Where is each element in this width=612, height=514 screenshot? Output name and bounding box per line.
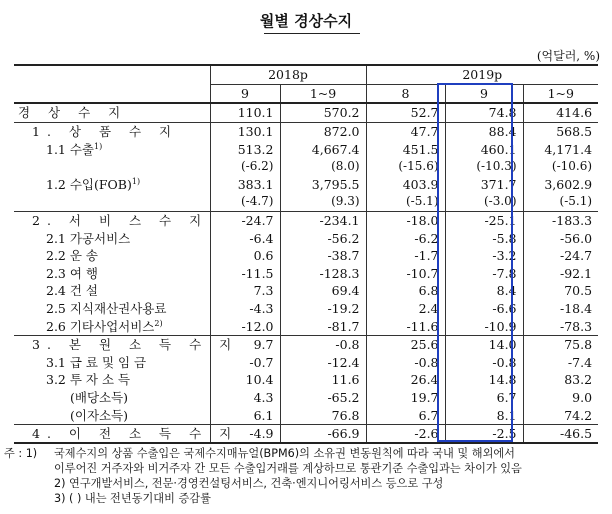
table-cell: -25.1 [445, 211, 523, 229]
row-label [14, 406, 210, 424]
table-row [14, 140, 598, 158]
row-label-text: (이자소득) [70, 407, 129, 423]
table-cell: (9.3) [280, 193, 366, 211]
row-label [14, 424, 239, 443]
table-cell: 26.4 [366, 371, 445, 389]
table-cell: -92.1 [523, 265, 598, 283]
table-cell: 4,667.4 [280, 140, 366, 158]
row-label-text: 3.2 투 자 소 득 [46, 372, 131, 388]
row-label [14, 229, 210, 247]
table-cell: -183.3 [523, 211, 598, 229]
table-cell: 52.7 [366, 103, 445, 122]
row-label-text: 2. 서 비 스 수 지 [32, 213, 209, 229]
row-label-text: 3. 본 원 소 득 수 지 [32, 337, 239, 353]
table-cell: -4.9 [210, 424, 280, 443]
table-cell: 88.4 [445, 122, 523, 140]
table-body [14, 103, 598, 443]
table-cell: 371.7 [445, 176, 523, 194]
table-cell: 460.1 [445, 140, 523, 158]
table-cell: 414.6 [523, 103, 598, 122]
footnotes [4, 446, 608, 506]
table-cell: 6.1 [210, 406, 280, 424]
header-month: 1~9 [523, 84, 598, 103]
table-cell: 3,602.9 [523, 176, 598, 194]
table-cell: 130.1 [210, 122, 280, 140]
row-label-text: 2.5 지식재산권사용료 [46, 301, 167, 317]
row-label-text: 1.1 수출 [46, 141, 95, 157]
table-cell: 19.7 [366, 389, 445, 407]
table-cell: -56.2 [280, 229, 366, 247]
header-month: 9 [445, 84, 523, 103]
table-cell: -10.7 [366, 265, 445, 283]
row-label-text: 4. 이 전 소 득 수 지 [32, 426, 239, 442]
table-cell: 74.2 [523, 406, 598, 424]
table-cell: (-4.7) [210, 193, 280, 211]
table-cell: 25.6 [366, 335, 445, 353]
table-cell: -1.7 [366, 247, 445, 265]
table-cell: 6.7 [366, 406, 445, 424]
row-label [14, 103, 210, 122]
table-cell: 110.1 [210, 103, 280, 122]
table-cell: (-15.6) [366, 158, 445, 176]
footnote-marker: 1) [94, 141, 103, 151]
table-cell: 47.7 [366, 122, 445, 140]
table-cell: 513.2 [210, 140, 280, 158]
table-cell: -0.8 [445, 354, 523, 372]
table-cell: -5.8 [445, 229, 523, 247]
table-row [14, 389, 598, 407]
table-cell: -24.7 [210, 211, 280, 229]
table-row [14, 354, 598, 372]
table-cell: (-10.6) [523, 158, 598, 176]
header-row-months [14, 84, 598, 103]
table-cell: -12.0 [210, 317, 280, 335]
row-label [14, 389, 210, 407]
table-row [14, 282, 598, 300]
table-cell: 6.7 [445, 389, 523, 407]
table-row [14, 265, 598, 283]
table-row [14, 158, 598, 176]
row-label [14, 265, 210, 283]
table-row [14, 371, 598, 389]
row-label [14, 335, 239, 353]
note-lead: 주 : 1) [4, 447, 38, 460]
table-cell: -6.2 [366, 229, 445, 247]
table-cell: 75.8 [523, 335, 598, 353]
table-row [14, 406, 598, 424]
table-cell: 11.6 [280, 371, 366, 389]
table-cell: 76.8 [280, 406, 366, 424]
header-row-years [14, 65, 598, 84]
table-cell: 568.5 [523, 122, 598, 140]
table-cell: -18.0 [366, 211, 445, 229]
row-label-text: 2.4 건 설 [46, 283, 98, 299]
note-2: 2) 연구개발서비스, 전문·경영컨설팅서비스, 건축·엔지니어링서비스 등으로 구성 [54, 477, 444, 490]
current-account-table [14, 64, 598, 444]
table-cell: -56.0 [523, 229, 598, 247]
table-cell: -81.7 [280, 317, 366, 335]
table-row [14, 300, 598, 318]
table-cell: 2.4 [366, 300, 445, 318]
table-cell: -0.8 [366, 354, 445, 372]
table-cell: -46.5 [523, 424, 598, 443]
header-month: 8 [366, 84, 445, 103]
table-cell: 3,795.5 [280, 176, 366, 194]
row-label-text: 2.2 운 송 [46, 248, 98, 264]
row-label [14, 158, 210, 176]
table-cell: -12.4 [280, 354, 366, 372]
table-cell: (-6.2) [210, 158, 280, 176]
table-cell: 7.3 [210, 282, 280, 300]
table-cell: 872.0 [280, 122, 366, 140]
table-cell: -65.2 [280, 389, 366, 407]
table-cell: -7.8 [445, 265, 523, 283]
table-cell: -6.6 [445, 300, 523, 318]
table-cell: -234.1 [280, 211, 366, 229]
row-label [14, 176, 210, 194]
row-label [14, 140, 210, 158]
header-month: 1~9 [280, 84, 366, 103]
header-year-2019: 2019p [366, 65, 598, 84]
table-cell: 4,171.4 [523, 140, 598, 158]
row-label-text: 2.6 기타사업서비스 [46, 318, 155, 334]
footnote-marker: 1) [131, 176, 141, 186]
row-label-text: (배당소득) [70, 389, 129, 405]
table-row [14, 193, 598, 211]
table-cell: 74.8 [445, 103, 523, 122]
table-cell: 6.8 [366, 282, 445, 300]
table-cell: -0.7 [210, 354, 280, 372]
table-cell: 69.4 [280, 282, 366, 300]
note-spacer [4, 476, 54, 491]
table-cell: 10.4 [210, 371, 280, 389]
table-cell: 8.4 [445, 282, 523, 300]
table-cell: -24.7 [523, 247, 598, 265]
table-cell: -10.9 [445, 317, 523, 335]
row-label [14, 371, 210, 389]
row-label-text: 1.2 수입(FOB) [46, 176, 132, 192]
row-label [14, 122, 210, 140]
table-cell: 403.9 [366, 176, 445, 194]
table-cell: -2.5 [445, 424, 523, 443]
row-label-text: 1. 상 품 수 지 [32, 124, 179, 140]
table-row [14, 176, 598, 194]
header-month: 9 [210, 84, 280, 103]
table-cell: 4.3 [210, 389, 280, 407]
table-cell: 14.8 [445, 371, 523, 389]
table-cell: -2.6 [366, 424, 445, 443]
row-label [14, 211, 210, 229]
table-row [14, 103, 598, 122]
table-row [14, 211, 598, 229]
header-corner [14, 65, 210, 84]
table-cell: (-5.1) [366, 193, 445, 211]
table-cell: -78.3 [523, 317, 598, 335]
table-cell: 83.2 [523, 371, 598, 389]
table-cell: -38.7 [280, 247, 366, 265]
table-cell: -7.4 [523, 354, 598, 372]
table-cell: 0.6 [210, 247, 280, 265]
table-cell: -66.9 [280, 424, 366, 443]
title-underline [264, 33, 360, 34]
header-year-2018: 2018p [210, 65, 366, 84]
note-spacer [4, 491, 54, 506]
table-cell: -11.5 [210, 265, 280, 283]
row-label [14, 354, 210, 372]
row-label [14, 282, 210, 300]
page-title: 월별 경상수지 [259, 12, 353, 30]
note-1-line-1: 국제수지의 상품 수출입은 국제수지매뉴얼(BPM6)의 소유권 변동원칙에 따라 국내 및 해외에서 [54, 447, 515, 460]
table-cell: -6.4 [210, 229, 280, 247]
footnote-marker: 2) [154, 318, 163, 328]
row-label-text: 3.1 급 료 및 임 금 [46, 354, 147, 370]
row-label [14, 193, 210, 211]
row-label-text: 2.1 가공서비스 [46, 230, 131, 246]
table-cell: -11.6 [366, 317, 445, 335]
table-cell: -128.3 [280, 265, 366, 283]
row-label-text: 2.3 여 행 [46, 265, 98, 281]
row-label-text: 경 상 수 지 [18, 105, 128, 121]
row-label [14, 300, 210, 318]
table-cell: (8.0) [280, 158, 366, 176]
row-label [14, 317, 210, 335]
table-cell: -0.8 [280, 335, 366, 353]
table-cell: -4.3 [210, 300, 280, 318]
table-cell: 451.5 [366, 140, 445, 158]
table-cell: 9.0 [523, 389, 598, 407]
table-cell: 70.5 [523, 282, 598, 300]
table-row [14, 317, 598, 335]
table-cell: (-10.3) [445, 158, 523, 176]
table-cell: 570.2 [280, 103, 366, 122]
unit-label: (억달러, %) [536, 49, 600, 63]
table-cell: (-5.1) [523, 193, 598, 211]
table-row [14, 229, 598, 247]
table-row [14, 247, 598, 265]
table-cell: -18.4 [523, 300, 598, 318]
table-cell: -3.2 [445, 247, 523, 265]
table-row [14, 122, 598, 140]
table-row [14, 424, 598, 443]
table-cell: -19.2 [280, 300, 366, 318]
table-cell: (-3.0) [445, 193, 523, 211]
note-3: 3) ( ) 내는 전년동기대비 증감률 [54, 492, 211, 505]
note-1-line-2: 이루어진 거주자와 비거주자 간 모든 수출입거래를 계상하므로 통관기준 수출입과는 차이가 있음 [54, 462, 522, 475]
header-corner-2 [14, 84, 210, 103]
table-cell: 383.1 [210, 176, 280, 194]
table-cell: 14.0 [445, 335, 523, 353]
row-label [14, 247, 210, 265]
table-row [14, 335, 598, 353]
table-cell: 8.1 [445, 406, 523, 424]
table-cell: 9.7 [210, 335, 280, 353]
